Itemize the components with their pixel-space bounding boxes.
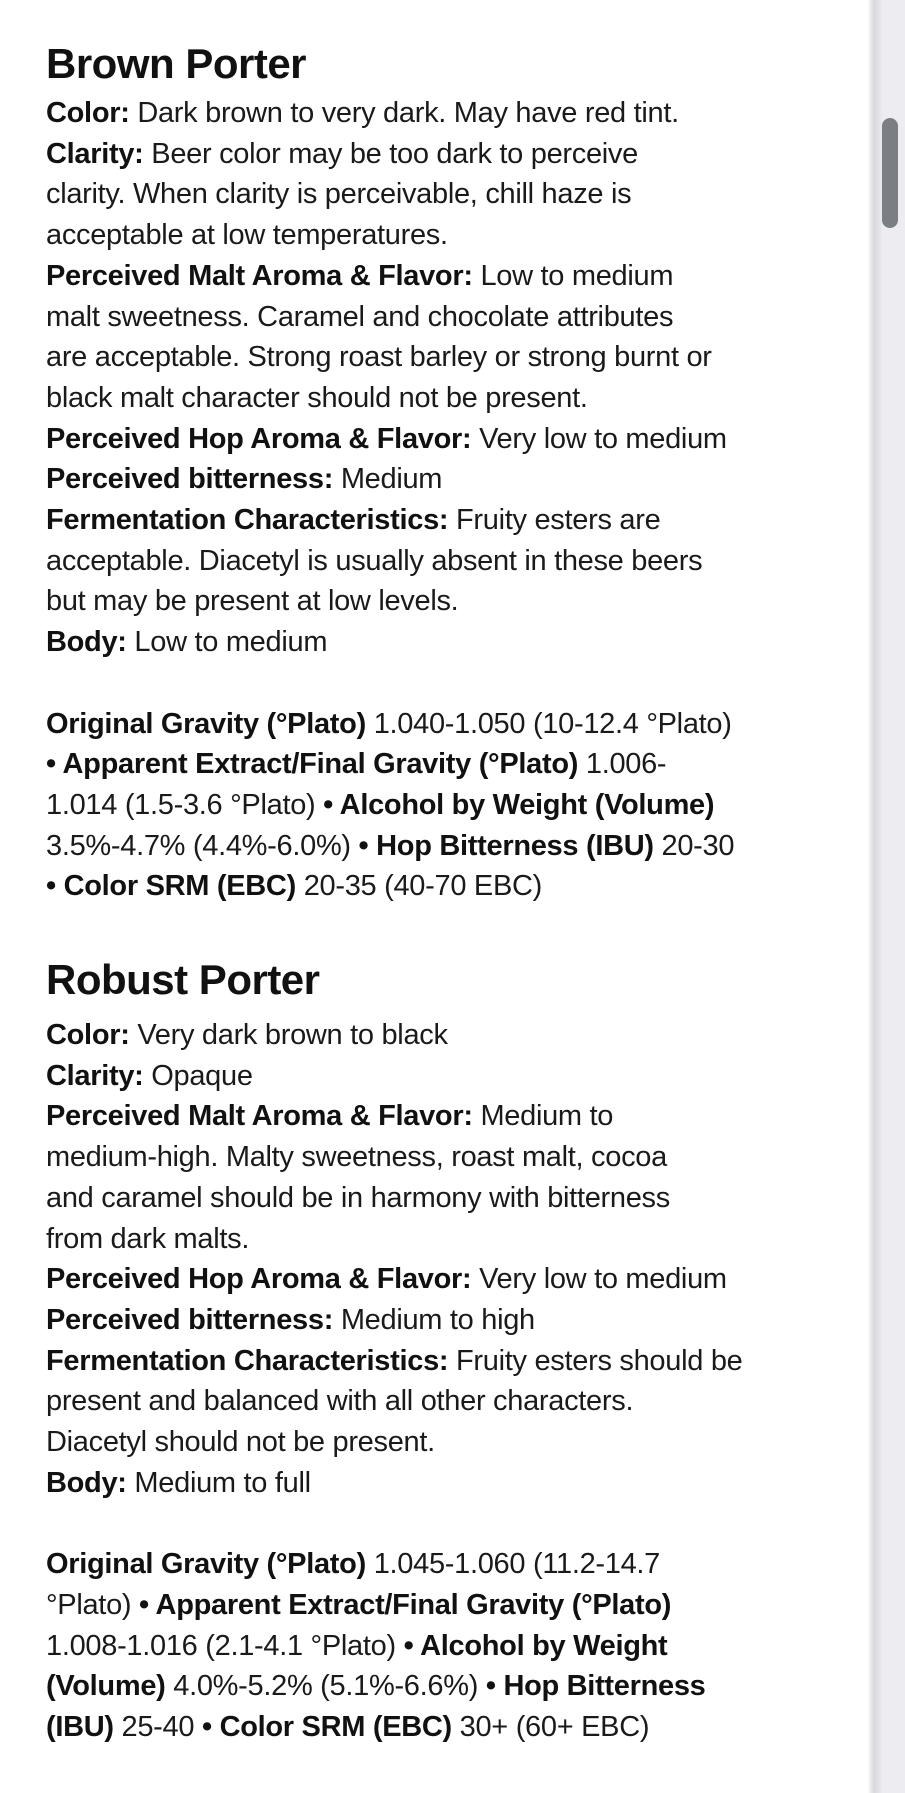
text-line: and caramel should be in harmony with bitterness <box>46 1181 670 1214</box>
text-line: but may be present at low levels. <box>46 585 459 618</box>
robust-porter-stats <box>46 1544 869 1748</box>
text-line: Perceived bitterness: Medium <box>46 463 443 496</box>
text-line: Perceived Hop Aroma & Flavor: Very low to medium <box>46 1263 727 1296</box>
text-line: • Color SRM (EBC) 20-35 (40-70 EBC) <box>46 870 542 903</box>
text-line: Diacetyl should not be present. <box>46 1426 435 1459</box>
text-line: °Plato) • Apparent Extract/Final Gravity (°Plato) <box>46 1588 672 1621</box>
text-line: are acceptable. Strong roast barley or strong burnt or <box>46 341 712 374</box>
section-title-brown-porter: Brown Porter <box>46 40 307 87</box>
text-line: black malt character should not be present. <box>46 381 588 414</box>
text-line: acceptable. Diacetyl is usually absent in these beers <box>46 544 703 577</box>
text-line: (Volume) 4.0%-5.2% (5.1%-6.6%) • Hop Bitterness <box>46 1670 706 1703</box>
text-line: malt sweetness. Caramel and chocolate attributes <box>46 300 674 333</box>
section-brown-porter <box>46 39 869 907</box>
text-line: Perceived Malt Aroma & Flavor: Low to medium <box>46 259 674 292</box>
text-line: clarity. When clarity is perceivable, chill haze is <box>46 178 632 211</box>
robust-porter-description <box>46 1015 869 1503</box>
text-line: Fermentation Characteristics: Fruity esters should be <box>46 1344 743 1377</box>
text-line: Clarity: Opaque <box>46 1059 253 1092</box>
section-title-robust-porter: Robust Porter <box>46 956 320 1004</box>
text-line: 3.5%-4.7% (4.4%-6.0%) • Hop Bitterness (IBU) 20-30 <box>46 829 735 862</box>
text-line: Perceived bitterness: Medium to high <box>46 1303 535 1336</box>
text-line: 1.014 (1.5-3.6 °Plato) • Alcohol by Weight (Volume) <box>46 788 715 821</box>
text-line: from dark malts. <box>46 1222 250 1255</box>
text-line: Perceived Malt Aroma & Flavor: Medium to <box>46 1100 614 1133</box>
text-line: (IBU) 25-40 • Color SRM (EBC) 30+ (60+ EBC) <box>46 1710 650 1743</box>
text-line: Original Gravity (°Plato) 1.045-1.060 (11.2-14.7 <box>46 1548 661 1581</box>
text-line: Clarity: Beer color may be too dark to perceive <box>46 137 638 170</box>
text-line: Body: Medium to full <box>46 1466 311 1499</box>
text-line: 1.008-1.016 (2.1-4.1 °Plato) • Alcohol by Weight <box>46 1629 668 1662</box>
scrollbar-track[interactable] <box>868 0 905 1793</box>
brown-porter-stats <box>46 704 869 908</box>
text-line: Color: Very dark brown to black <box>46 1019 448 1052</box>
text-line: Fermentation Characteristics: Fruity esters are <box>46 504 661 537</box>
text-line: medium-high. Malty sweetness, roast malt, cocoa <box>46 1141 667 1174</box>
text-line: acceptable at low temperatures. <box>46 219 448 252</box>
scrollbar-thumb[interactable] <box>882 118 898 228</box>
text-line: Perceived Hop Aroma & Flavor: Very low to medium <box>46 422 727 455</box>
text-line: • Apparent Extract/Final Gravity (°Plato) 1.006- <box>46 748 667 781</box>
text-line: Body: Low to medium <box>46 626 328 659</box>
section-robust-porter <box>46 955 869 1748</box>
text-line: Color: Dark brown to very dark. May have red tint. <box>46 97 679 129</box>
brown-porter-description <box>46 93 869 663</box>
text-line: present and balanced with all other characters. <box>46 1385 634 1418</box>
text-line: Original Gravity (°Plato) 1.040-1.050 (10-12.4 °Plato) <box>46 707 732 740</box>
